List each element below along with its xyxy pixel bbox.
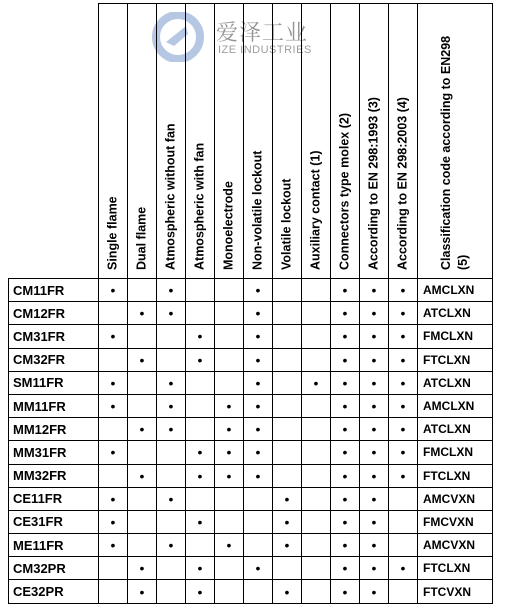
column-header-atmospheric-without-fan: Atmospheric without fan [157, 4, 186, 279]
feature-mark-dot [99, 441, 128, 464]
feature-empty-cell [215, 580, 244, 603]
feature-empty-cell [302, 580, 331, 603]
feature-mark-dot [331, 302, 360, 325]
model-cell: ME11FR [9, 534, 99, 557]
feature-empty-cell [215, 348, 244, 371]
feature-mark-dot [157, 534, 186, 557]
feature-mark-dot [389, 418, 418, 441]
table-row [9, 534, 493, 557]
feature-mark-dot [215, 464, 244, 487]
feature-mark-dot [244, 394, 273, 417]
feature-empty-cell [128, 441, 157, 464]
feature-mark-dot [331, 418, 360, 441]
feature-empty-cell [128, 279, 157, 302]
feature-empty-cell [273, 348, 302, 371]
feature-empty-cell [186, 418, 215, 441]
feature-empty-cell [215, 510, 244, 533]
column-header-auxiliary-contact: Auxiliary contact (1) [302, 4, 331, 279]
feature-mark-dot [186, 348, 215, 371]
classification-code-cell: AMCLXN [418, 394, 493, 417]
feature-empty-cell [273, 325, 302, 348]
feature-empty-cell [99, 580, 128, 603]
feature-mark-dot [331, 441, 360, 464]
feature-mark-dot [157, 394, 186, 417]
feature-empty-cell [244, 487, 273, 510]
feature-mark-dot [331, 371, 360, 394]
feature-mark-dot [389, 302, 418, 325]
feature-mark-dot [99, 371, 128, 394]
feature-mark-dot [128, 302, 157, 325]
feature-empty-cell [215, 302, 244, 325]
feature-mark-dot [360, 580, 389, 603]
feature-mark-dot [331, 394, 360, 417]
classification-code-cell: FTCLXN [418, 348, 493, 371]
column-header-dual-flame: Dual flame [128, 4, 157, 279]
feature-empty-cell [128, 510, 157, 533]
feature-mark-dot [186, 464, 215, 487]
feature-mark-dot [360, 464, 389, 487]
feature-mark-dot [331, 510, 360, 533]
feature-mark-dot [157, 279, 186, 302]
column-header-en298-1993: According to EN 298:1993 (3) [360, 4, 389, 279]
feature-empty-cell [273, 418, 302, 441]
feature-mark-dot [244, 441, 273, 464]
feature-mark-dot [331, 534, 360, 557]
feature-mark-dot [360, 510, 389, 533]
feature-mark-dot [186, 325, 215, 348]
feature-mark-dot [360, 441, 389, 464]
table-row [9, 279, 493, 302]
model-cell: SM11FR [9, 371, 99, 394]
table-row [9, 394, 493, 417]
feature-mark-dot [244, 418, 273, 441]
feature-mark-dot [273, 487, 302, 510]
table-row [9, 464, 493, 487]
feature-mark-dot [99, 325, 128, 348]
feature-mark-dot [360, 279, 389, 302]
feature-mark-dot [331, 557, 360, 580]
feature-mark-dot [389, 557, 418, 580]
feature-empty-cell [157, 464, 186, 487]
feature-mark-dot [244, 302, 273, 325]
feature-mark-dot [273, 510, 302, 533]
feature-mark-dot [99, 279, 128, 302]
feature-mark-dot [244, 557, 273, 580]
table-row [9, 510, 493, 533]
feature-mark-dot [360, 394, 389, 417]
feature-empty-cell [157, 580, 186, 603]
feature-empty-cell [157, 557, 186, 580]
feature-empty-cell [389, 487, 418, 510]
feature-empty-cell [273, 279, 302, 302]
feature-mark-dot [99, 534, 128, 557]
feature-empty-cell [186, 371, 215, 394]
feature-empty-cell [273, 302, 302, 325]
watermark-chinese-text: 爱泽工业 [216, 21, 309, 46]
feature-mark-dot [244, 279, 273, 302]
feature-mark-dot [215, 534, 244, 557]
feature-empty-cell [99, 557, 128, 580]
feature-empty-cell [389, 510, 418, 533]
model-cell: CE32PR [9, 580, 99, 603]
feature-mark-dot [360, 371, 389, 394]
header-row [9, 4, 493, 279]
feature-empty-cell [215, 557, 244, 580]
feature-empty-cell [389, 580, 418, 603]
column-header-monoelectrode: Monoelectrode [215, 4, 244, 279]
feature-empty-cell [302, 302, 331, 325]
feature-mark-dot [389, 441, 418, 464]
feature-mark-dot [157, 487, 186, 510]
classification-code-cell: AMCVXN [418, 487, 493, 510]
feature-mark-dot [273, 534, 302, 557]
feature-empty-cell [186, 279, 215, 302]
feature-mark-dot [157, 371, 186, 394]
feature-empty-cell [273, 394, 302, 417]
column-header-connectors-molex: Connectors type molex (2) [331, 4, 360, 279]
model-cell: CM31FR [9, 325, 99, 348]
feature-mark-dot [186, 510, 215, 533]
feature-mark-dot [128, 557, 157, 580]
feature-empty-cell [128, 487, 157, 510]
column-header-non-volatile-lockout: Non-volatile lockout [244, 4, 273, 279]
feature-mark-dot [128, 580, 157, 603]
feature-mark-dot [215, 394, 244, 417]
watermark-english-text: IZE INDUSTRIES [218, 44, 312, 56]
model-cell: CM32PR [9, 557, 99, 580]
feature-empty-cell [302, 418, 331, 441]
feature-empty-cell [273, 557, 302, 580]
feature-mark-dot [302, 371, 331, 394]
feature-empty-cell [128, 534, 157, 557]
feature-empty-cell [244, 510, 273, 533]
feature-mark-dot [389, 279, 418, 302]
feature-mark-dot [331, 487, 360, 510]
table-row [9, 302, 493, 325]
classification-code-cell: AMCVXN [418, 534, 493, 557]
feature-empty-cell [244, 580, 273, 603]
classification-code-cell: FTCLXN [418, 557, 493, 580]
feature-empty-cell [186, 534, 215, 557]
feature-mark-dot [186, 557, 215, 580]
model-cell: MM11FR [9, 394, 99, 417]
model-cell: CE11FR [9, 487, 99, 510]
feature-mark-dot [389, 348, 418, 371]
feature-empty-cell [215, 487, 244, 510]
feature-empty-cell [215, 325, 244, 348]
feature-empty-cell [302, 487, 331, 510]
model-cell: MM31FR [9, 441, 99, 464]
feature-mark-dot [360, 487, 389, 510]
model-cell: MM12FR [9, 418, 99, 441]
classification-code-cell: FMCLXN [418, 441, 493, 464]
feature-mark-dot [244, 348, 273, 371]
feature-empty-cell [128, 394, 157, 417]
table-row [9, 348, 493, 371]
feature-mark-dot [244, 371, 273, 394]
feature-mark-dot [331, 279, 360, 302]
feature-empty-cell [186, 487, 215, 510]
feature-empty-cell [186, 394, 215, 417]
feature-mark-dot [389, 394, 418, 417]
feature-mark-dot [273, 580, 302, 603]
table-body [9, 279, 493, 604]
feature-empty-cell [273, 371, 302, 394]
model-cell: CE31FR [9, 510, 99, 533]
feature-mark-dot [128, 464, 157, 487]
feature-empty-cell [389, 534, 418, 557]
model-cell: CM12FR [9, 302, 99, 325]
column-header-en298-2003: According to EN 298:2003 (4) [389, 4, 418, 279]
feature-mark-dot [331, 464, 360, 487]
column-header-classification-code: Classification code according to EN298 (5) [418, 4, 493, 279]
feature-empty-cell [157, 325, 186, 348]
feature-mark-dot [244, 325, 273, 348]
feature-empty-cell [302, 557, 331, 580]
feature-mark-dot [360, 418, 389, 441]
classification-code-cell: ATCLXN [418, 302, 493, 325]
table-row [9, 325, 493, 348]
column-header-atmospheric-with-fan: Atmospheric with fan [186, 4, 215, 279]
feature-mark-dot [389, 464, 418, 487]
classification-code-cell: ATCLXN [418, 418, 493, 441]
feature-empty-cell [99, 302, 128, 325]
feature-mark-dot [215, 418, 244, 441]
feature-mark-dot [389, 325, 418, 348]
feature-mark-dot [331, 580, 360, 603]
feature-mark-dot [99, 394, 128, 417]
feature-mark-dot [186, 441, 215, 464]
feature-mark-dot [128, 418, 157, 441]
feature-mark-dot [389, 371, 418, 394]
feature-mark-dot [99, 487, 128, 510]
classification-code-cell: AMCLXN [418, 279, 493, 302]
feature-empty-cell [128, 371, 157, 394]
feature-mark-dot [99, 510, 128, 533]
classification-code-cell: FTCVXN [418, 580, 493, 603]
feature-empty-cell [273, 464, 302, 487]
feature-mark-dot [360, 325, 389, 348]
feature-mark-dot [360, 557, 389, 580]
feature-empty-cell [157, 441, 186, 464]
feature-mark-dot [128, 348, 157, 371]
feature-mark-dot [215, 441, 244, 464]
feature-empty-cell [128, 325, 157, 348]
feature-mark-dot [331, 348, 360, 371]
classification-code-cell: FMCLXN [418, 325, 493, 348]
feature-mark-dot [244, 464, 273, 487]
feature-empty-cell [302, 279, 331, 302]
classification-code-cell: FTCLXN [418, 464, 493, 487]
feature-empty-cell [302, 534, 331, 557]
feature-empty-cell [302, 394, 331, 417]
model-cell: MM32FR [9, 464, 99, 487]
table-row [9, 371, 493, 394]
table-row [9, 441, 493, 464]
feature-empty-cell [302, 325, 331, 348]
feature-empty-cell [302, 510, 331, 533]
feature-mark-dot [360, 534, 389, 557]
feature-empty-cell [215, 371, 244, 394]
feature-mark-dot [157, 418, 186, 441]
header-blank-cell [9, 4, 99, 279]
table-row [9, 557, 493, 580]
model-cell: CM32FR [9, 348, 99, 371]
column-header-volatile-lockout: Volatile lockout [273, 4, 302, 279]
burner-control-classification-table [8, 3, 493, 604]
feature-empty-cell [99, 464, 128, 487]
feature-empty-cell [99, 348, 128, 371]
feature-empty-cell [273, 441, 302, 464]
feature-empty-cell [302, 348, 331, 371]
feature-empty-cell [157, 510, 186, 533]
feature-empty-cell [215, 279, 244, 302]
model-cell: CM11FR [9, 279, 99, 302]
feature-mark-dot [331, 325, 360, 348]
feature-mark-dot [186, 580, 215, 603]
feature-mark-dot [157, 302, 186, 325]
feature-mark-dot [360, 348, 389, 371]
table-row [9, 418, 493, 441]
classification-code-cell: ATCLXN [418, 371, 493, 394]
feature-empty-cell [302, 441, 331, 464]
table-row [9, 487, 493, 510]
column-header-single-flame: Single flame [99, 4, 128, 279]
feature-empty-cell [157, 348, 186, 371]
feature-empty-cell [99, 418, 128, 441]
feature-empty-cell [244, 534, 273, 557]
classification-code-cell: FMCVXN [418, 510, 493, 533]
table-row [9, 580, 493, 603]
feature-empty-cell [302, 464, 331, 487]
feature-empty-cell [186, 302, 215, 325]
feature-mark-dot [360, 302, 389, 325]
